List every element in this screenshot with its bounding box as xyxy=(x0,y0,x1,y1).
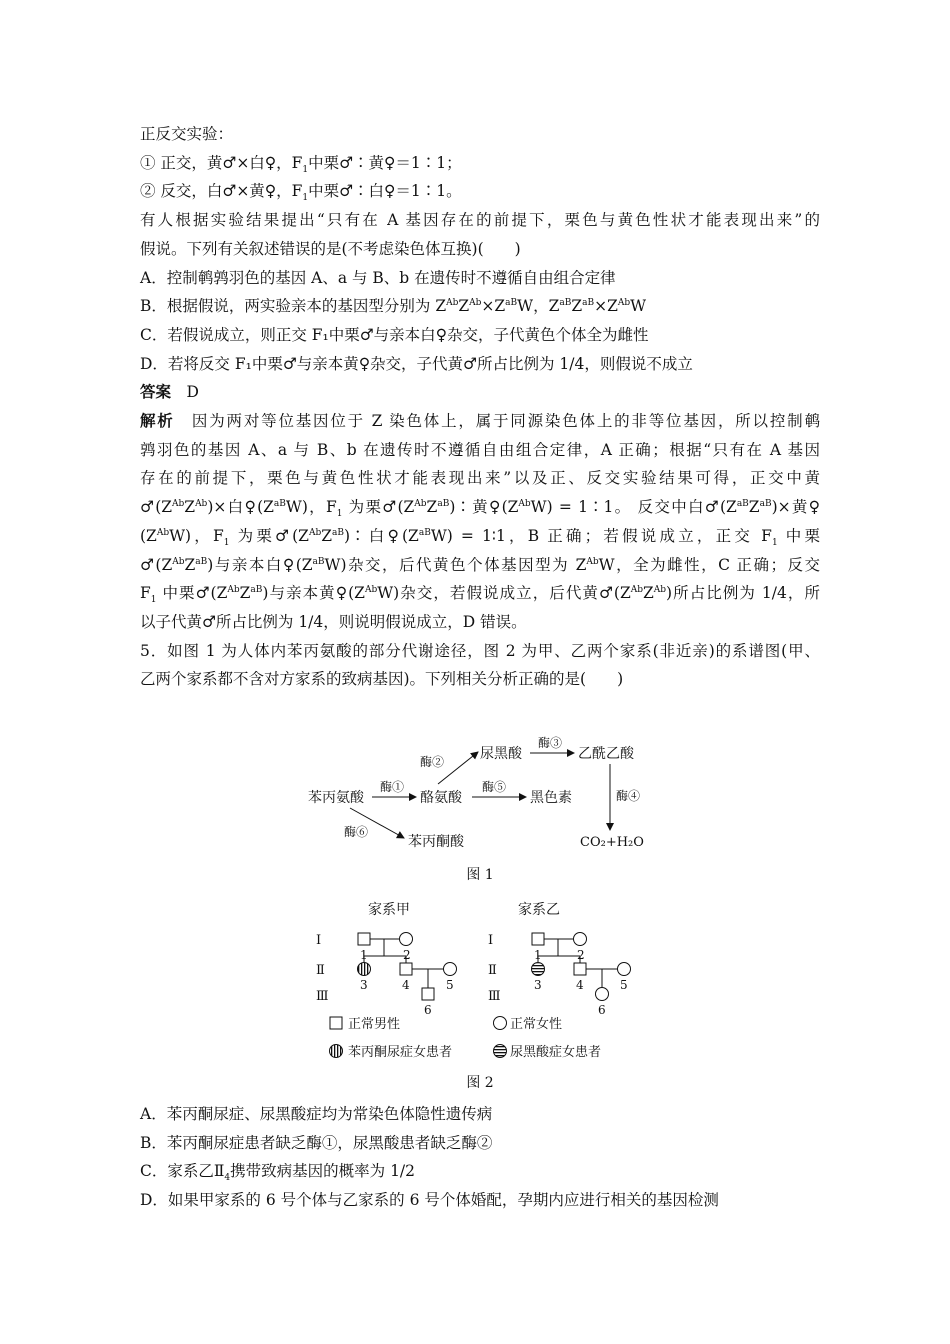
answer xyxy=(140,378,820,407)
family-a-gen-1: Ⅰ xyxy=(316,933,322,948)
label-e3: 酶③ xyxy=(538,736,563,750)
family-b-gen-1: Ⅰ xyxy=(488,933,494,948)
family-b-ii3-alk-female xyxy=(532,963,545,976)
legend-pku-icon xyxy=(330,1045,343,1058)
label-e6: 酶⑥ xyxy=(344,825,369,839)
answer-label: 答案 xyxy=(140,382,172,402)
family-b-title: 家系乙 xyxy=(518,902,560,918)
analysis-line-7: $F_1$ 中栗$♂(Z^{Ab}Z^{aB})$与亲本黄$♀(Z^{Ab}W)$杂交，若假说成立，后代黄$♂(Z^{Ab}Z^{Ab})$所占比例为 1/4，所 xyxy=(140,584,820,606)
option-a: A．控制鹌鹑羽色的基因 A、a 与 B、b 在遗传时不遵循自由组合定律 xyxy=(140,268,616,287)
label-e4: 酶④ xyxy=(616,789,641,803)
family-b-gen-3: Ⅲ xyxy=(488,989,501,1004)
svg-text:3: 3 xyxy=(360,978,368,992)
label-e1: 酶① xyxy=(380,780,405,794)
answer-value: D xyxy=(186,383,199,402)
cross-reverse: ② 反交，白♂×黄♀，$F_1$中栗♂∶白♀＝1∶1。 xyxy=(140,182,462,204)
family-a-i2-female xyxy=(400,933,413,946)
family-b-iii6-female xyxy=(596,988,609,1001)
svg-text:5: 5 xyxy=(446,978,454,992)
analysis-line-6: $♂(Z^{Ab}Z^{aB})$与亲本白$♀(Z^{aB}W)$杂交，后代黄色个体基因型为 $Z^{Ab}W$，全为雌性，C 正确；反交 xyxy=(140,555,820,574)
svg-text:6: 6 xyxy=(598,1003,606,1017)
svg-text:1: 1 xyxy=(534,948,542,962)
family-b-ii5-female xyxy=(618,963,631,976)
cross-forward: ① 正交，黄♂×白♀，$F_1$中栗♂∶黄♀＝1∶1； xyxy=(140,153,462,175)
svg-text:5: 5 xyxy=(620,978,628,992)
analysis-line-1: 解析 因为两对等位基因位于 Z 染色体上，属于同源染色体上的非等位基因，所以控制鹌 xyxy=(140,411,820,431)
svg-text:4: 4 xyxy=(576,978,584,992)
q5-stem-1: 5．如图 1 为人体内苯丙氨酸的部分代谢途径，图 2 为甲、乙两个家系(非近亲)的系谱图(甲、 xyxy=(140,641,820,660)
q5-option-d: D．如果甲家系的 6 号个体与乙家系的 6 号个体婚配，孕期内应进行相关的基因检测 xyxy=(140,1191,719,1210)
svg-text:3: 3 xyxy=(534,978,542,992)
legend-male-icon xyxy=(330,1017,342,1029)
node-phenylpyruvate: 苯丙酮酸 xyxy=(408,834,464,850)
family-a-i1-male xyxy=(358,933,370,945)
legend-female-label: 正常女性 xyxy=(510,1017,563,1032)
node-co2-water: CO₂+H₂O xyxy=(580,835,644,850)
family-b-gen-2: Ⅱ xyxy=(488,963,497,978)
q5-stem-2: 乙两个家系都不含对方家系的致病基因)。下列相关分析正确的是( ) xyxy=(140,670,624,689)
family-a-title: 家系甲 xyxy=(368,902,410,918)
analysis-label: 解析 xyxy=(140,411,175,431)
svg-text:6: 6 xyxy=(424,1003,432,1017)
hypothesis-line-2: 假说。下列有关叙述错误的是(不考虑染色体互换)( ) xyxy=(140,239,521,258)
q5-options xyxy=(140,1100,820,1215)
figure-2-caption: 图 2 xyxy=(466,1075,494,1091)
figure-1-caption: 图 1 xyxy=(466,867,494,883)
analysis-line-3: 存在的前提下，栗色与黄色性状才能表现出来”以及正、反交实验结果可得，正交中黄 xyxy=(140,469,820,488)
q5-option-a: A．苯丙酮尿症、尿黑酸症均为常染色体隐性遗传病 xyxy=(140,1105,493,1123)
q5-option-b: B．苯丙酮尿症患者缺乏酶①，尿黑酸患者缺乏酶② xyxy=(140,1133,493,1152)
family-a-ii3-pku-female xyxy=(358,963,371,976)
analysis-line-5: $(Z^{Ab}W)$，$F_1$ 为栗$♂(Z^{Ab}Z^{aB})∶$白$♀(Z^{aB}W)$ = 1∶1，B 正确；若假说成立，正交 $F_1$ 中栗 xyxy=(140,526,821,548)
legend-male-label: 正常男性 xyxy=(348,1017,401,1032)
q5-option-c: C．家系乙$Ⅱ_4$携带致病基因的概率为 1/2 xyxy=(140,1162,416,1184)
figure-1-pathway xyxy=(300,736,660,858)
node-phenylalanine: 苯丙氨酸 xyxy=(308,790,364,806)
legend-pku-label: 苯丙酮尿症女患者 xyxy=(348,1045,453,1060)
legend-alk-label: 尿黑酸症女患者 xyxy=(510,1045,602,1060)
node-melanin: 黑色素 xyxy=(530,790,572,806)
family-a-gen-3: Ⅲ xyxy=(316,989,329,1004)
svg-text:4: 4 xyxy=(402,978,410,992)
intro-title: 正反交实验： xyxy=(140,125,234,143)
hypothesis-line-1: 有人根据实验结果提出“只有在 A 基因存在的前提下，栗色与黄色性状才能表现出来”的 xyxy=(140,211,820,230)
analysis-line-8: 以子代黄♂所占比例为 1/4，则说明假说成立，D 错误。 xyxy=(140,612,527,631)
label-e5: 酶⑤ xyxy=(482,780,507,794)
legend-female-icon xyxy=(494,1017,507,1030)
family-a-gen-2: Ⅱ xyxy=(316,963,325,978)
analysis-line-2: 鹑羽色的基因 A、a 与 B、b 在遗传时不遵循自由组合定律，A 正确；根据“只有在 A 基因 xyxy=(140,440,820,459)
family-b-i1-male xyxy=(532,933,544,945)
family-a-ii5-female xyxy=(444,963,457,976)
node-acetoacetate: 乙酰乙酸 xyxy=(578,746,634,762)
figure-2-pedigrees xyxy=(310,896,650,1066)
legend-alk-icon xyxy=(494,1045,507,1058)
family-b-ii4-male xyxy=(574,963,586,975)
option-c: C．若假说成立，则正交 F₁中栗♂与亲本白♀杂交，子代黄色个体全为雌性 xyxy=(140,325,649,344)
option-b: B．根据假说，两实验亲本的基因型分别为 $Z^{Ab}Z^{Ab}\times Z^{aB}W$，$Z^{aB}Z^{aB}\times Z^{Ab}W$ xyxy=(140,297,647,316)
document-body xyxy=(140,120,820,694)
node-tyrosine: 酪氨酸 xyxy=(420,790,462,806)
svg-text:1: 1 xyxy=(360,948,368,962)
option-d: D．若将反交 F₁中栗♂与亲本黄♀杂交，子代黄♂所占比例为 1/4，则假说不成立 xyxy=(140,354,693,373)
family-a-iii6-male xyxy=(422,988,434,1000)
label-e2: 酶② xyxy=(420,755,445,769)
node-homogentisic-acid: 尿黑酸 xyxy=(480,746,522,762)
svg-text:2: 2 xyxy=(403,948,411,962)
analysis-line-4: $♂(Z^{Ab}Z^{Ab})\times$白$♀(Z^{aB}W)$，$F_1$ 为栗$♂(Z^{Ab}Z^{aB})∶$黄$♀(Z^{Ab}W)$ = 1∶1。 反交中白$♂(Z^{aB}Z^{aB})\times$黄♀ xyxy=(140,498,821,520)
svg-text:2: 2 xyxy=(577,948,585,962)
family-a-ii4-male xyxy=(400,963,412,975)
family-b-i2-female xyxy=(574,933,587,946)
